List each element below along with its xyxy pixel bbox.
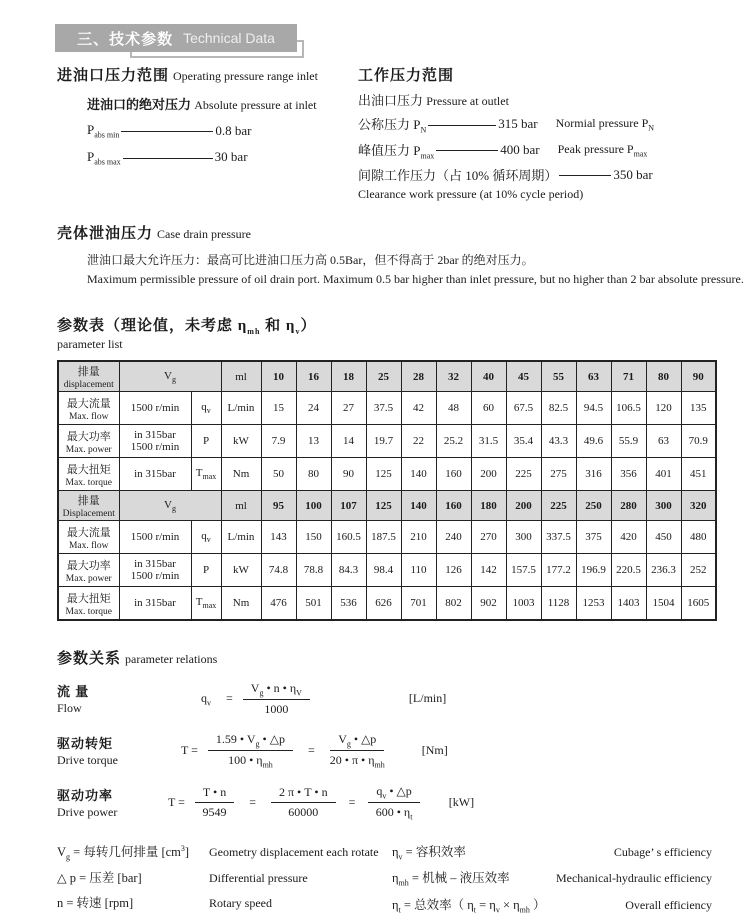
value-cell: 701 [401,587,436,620]
parameter-table [57,360,717,621]
size-header-cell: 63 [576,361,611,392]
value-cell: 135 [681,392,716,425]
value-cell: 78.8 [296,554,331,587]
power-formula-row [57,782,750,824]
flow-formula [198,681,446,717]
power-label-en: Drive power [57,805,118,820]
leader-line [123,158,213,159]
torque-denominator-2: 20 • π • $\eta_{mh}$ [329,753,385,770]
value-cell: 120 [646,392,681,425]
value-cell: 37.5 [366,392,401,425]
size-header-cell: 300 [646,491,681,521]
abs-min-value: 0.8 bar [215,122,252,138]
outlet-subtitle-en: Pressure at outlet [426,94,509,108]
value-cell: 24 [296,392,331,425]
value-cell: 43.3 [541,425,576,458]
case-drain-title [57,222,750,243]
condition-cell: 1500 r/min [119,392,191,425]
value-cell: 210 [401,521,436,554]
legend-vg-en: Geometry displacement each rotate [209,844,379,859]
power-label-cn: 驱动功率 [57,788,114,804]
value-cell: 143 [261,521,296,554]
value-cell: 14 [331,425,366,458]
nominal-pressure-en: Normial pressure $P_N$ [555,116,655,133]
power-numerator-3: $q_v$ • △p [368,784,419,803]
torque-unit: [Nm] [421,743,448,758]
table-row [58,587,716,620]
value-cell: 196.9 [576,554,611,587]
value-cell: 82.5 [541,392,576,425]
legend-dp-symbol: △ p = 压差 [bar] [57,871,142,886]
value-cell: 49.6 [576,425,611,458]
symbol-cell: P [191,554,221,587]
value-cell: 13 [296,425,331,458]
legend-etamh-symbol: $\eta_{mh}$ = 机械 – 液压效率 [392,871,510,888]
size-header-cell: 160 [436,491,471,521]
value-cell: 375 [576,521,611,554]
size-header-cell: 16 [296,361,331,392]
value-cell: 74.8 [261,554,296,587]
value-cell: 450 [646,521,681,554]
size-header-cell: 80 [646,361,681,392]
leader-line [428,125,496,126]
size-header-cell: 225 [541,491,576,521]
parameter-relations-section [57,647,750,824]
value-cell: 84.3 [331,554,366,587]
value-cell: 94.5 [576,392,611,425]
value-cell: 140 [401,458,436,491]
flow-lhs: $q_v$ [201,690,211,708]
parameter-table-body [58,361,716,620]
symbol-cell: $T_{max}$ [191,458,221,491]
unit-header-cell: ml [221,491,261,521]
section-title-bar [55,24,297,52]
value-cell: 451 [681,458,716,491]
torque-formula [178,732,448,770]
flow-unit: [L/min] [408,691,447,706]
vg-header-cell: $V_g$ [119,491,221,521]
size-header-cell: 32 [436,361,471,392]
value-cell: 27 [331,392,366,425]
value-cell: 802 [436,587,471,620]
table-header-row [58,491,716,521]
legend-etav-en: Cubage’ s efficiency [613,844,712,859]
value-cell: 240 [436,521,471,554]
section-title-en: Technical Data [183,30,275,46]
power-numerator-2: 2 π • T • n [271,785,336,803]
legend-n-en: Rotary speed [209,896,272,911]
value-cell: 1403 [611,587,646,620]
flow-fraction [243,681,310,717]
condition-cell: in 315bar 1500 r/min [119,425,191,458]
torque-formula-row [57,730,750,772]
value-cell: 220.5 [611,554,646,587]
torque-denominator-1: 100 • $\eta_{mh}$ [228,753,273,770]
value-cell: 48 [436,392,471,425]
vg-header-cell: $V_g$ [119,361,221,392]
value-cell: 31.5 [471,425,506,458]
inlet-title-en: Operating pressure range inlet [173,69,318,83]
value-cell: 420 [611,521,646,554]
equals-sign: = [307,743,315,758]
section-title-cn: 三、技术参数 [77,30,174,48]
legend-section [57,842,712,921]
legend-item [57,893,392,911]
peak-pressure-label: 峰值压力 $P_{max}$ [358,142,435,161]
power-denominator-1: 9549 [202,805,227,820]
table-subtitle: parameter list [57,337,123,352]
value-cell: 60 [471,392,506,425]
unit-cell: kW [221,425,261,458]
outlet-subtitle [358,90,750,109]
value-cell: 50 [261,458,296,491]
value-cell: 337.5 [541,521,576,554]
value-cell: 480 [681,521,716,554]
inlet-subtitle-en: Absolute pressure at inlet [194,98,317,112]
size-header-cell: 71 [611,361,646,392]
equals-sign: = [226,691,233,706]
relations-title [57,647,750,668]
inlet-title-cn: 进油口压力范围 [57,68,170,84]
size-header-cell: 250 [576,491,611,521]
torque-label-en: Drive torque [57,753,118,768]
condition-cell: 1500 r/min [119,521,191,554]
power-unit: [kW] [448,795,475,810]
value-cell: 401 [646,458,681,491]
size-header-cell: 18 [331,361,366,392]
nominal-pressure-line [358,114,750,135]
legend-etat-symbol: $\eta_t$ = 总效率（ $\eta_t = \eta_v \times \eta_{mh}$ ） [392,897,546,915]
value-cell: 22 [401,425,436,458]
value-cell: 275 [541,458,576,491]
size-header-cell: 28 [401,361,436,392]
legend-etamh-en: Mechanical-hydraulic efficiency [555,871,712,886]
abs-max-symbol: $P_{abs max}$ [87,148,121,167]
torque-label-cn: 驱动转矩 [57,736,114,752]
row-label-cell: 最大流量 Max. flow [58,521,119,554]
power-lhs: T = [168,795,185,810]
outlet-subtitle-cn: 出油口压力 [358,93,424,108]
value-cell: 15 [261,392,296,425]
value-cell: 90 [331,458,366,491]
working-title [358,64,750,85]
case-drain-line-en: Maximum permissible pressure of oil drain port. Maximum 0.5 bar higher than inlet pressure, but no higher than 2 bar absolute pressure. [87,271,744,286]
value-cell: 98.4 [366,554,401,587]
value-cell: 270 [471,521,506,554]
symbol-cell: $q_v$ [191,392,221,425]
torque-numerator-1: 1.59 • $V_g$ • △p [208,732,293,751]
legend-vg-symbol: $V_g$ = 每转几何排量 $[cm^3]$ [57,843,190,862]
case-drain-body [87,251,750,288]
flow-numerator: $V_g$ • n • $\eta_V$ [243,681,310,700]
pressure-sections [57,64,750,202]
power-fraction-3 [368,784,419,822]
torque-fraction-1 [208,732,293,770]
table-row [58,425,716,458]
size-header-cell: 107 [331,491,366,521]
torque-numerator-2: $V_g$ • △p [330,732,384,751]
equals-sign: = [348,795,356,810]
unit-header-cell: ml [221,361,261,392]
peak-pressure-en: Peak pressure $P_{max}$ [557,141,648,159]
working-pressure-section [358,64,750,202]
abs-max-value: 30 bar [214,149,248,165]
value-cell: 356 [611,458,646,491]
torque-fraction-2 [330,732,385,770]
power-label [57,785,153,820]
peak-pressure-value: 400 bar [500,141,540,157]
table-row [58,554,716,587]
value-cell: 236.3 [646,554,681,587]
value-cell: 35.4 [506,425,541,458]
unit-cell: L/min [221,392,261,425]
abs-max-pressure-line [87,149,358,167]
legend-item [57,868,392,886]
nominal-pressure-value: 315 bar [498,116,538,132]
clearance-pressure-value: 350 bar [613,166,653,182]
size-header-cell: 55 [541,361,576,392]
table-title: 参数表（理论值，未考虑 $\eta_{mh}$ 和 $\eta_v$） [57,318,317,337]
value-cell: 536 [331,587,366,620]
legend-etat-en: Overall efficiency [625,897,712,912]
size-header-cell: 95 [261,491,296,521]
row-label-cell: 最大扭矩 Max. torque [58,587,119,620]
value-cell: 1128 [541,587,576,620]
unit-cell: kW [221,554,261,587]
clearance-pressure-label: 间隙工作压力（占 10% 循环周期） [358,168,558,184]
power-formula [165,784,474,822]
value-cell: 225 [506,458,541,491]
value-cell: 70.9 [681,425,716,458]
row-label-cell: 最大功率 Max. power [58,425,119,458]
value-cell: 110 [401,554,436,587]
value-cell: 1504 [646,587,681,620]
value-cell: 160 [436,458,471,491]
value-cell: 1605 [681,587,716,620]
size-header-cell: 320 [681,491,716,521]
size-header-cell: 45 [506,361,541,392]
size-header-cell: 90 [681,361,716,392]
flow-formula-row [57,678,750,720]
legend-right-column [392,842,712,921]
parameter-table-section [57,314,750,621]
unit-cell: Nm [221,458,261,491]
case-drain-section [57,222,750,288]
size-header-cell: 100 [296,491,331,521]
row-label-cell: 最大扭矩 Max. torque [58,458,119,491]
torque-label [57,733,153,768]
table-header-row [58,361,716,392]
value-cell: 150 [296,521,331,554]
equals-sign: = [249,795,256,810]
leader-line [559,175,611,176]
table-row [58,521,716,554]
value-cell: 19.7 [366,425,401,458]
leader-line [436,150,498,151]
value-cell: 252 [681,554,716,587]
abs-min-pressure-line [87,122,358,140]
value-cell: 1003 [506,587,541,620]
power-denominator-3: 600 • $\eta_t$ [375,805,413,822]
value-cell: 300 [506,521,541,554]
flow-denominator: 1000 [264,702,289,717]
case-drain-title-en: Case drain pressure [157,227,251,242]
value-cell: 125 [366,458,401,491]
leader-line [121,131,213,132]
value-cell: 902 [471,587,506,620]
symbol-cell: $q_v$ [191,521,221,554]
table-row [58,458,716,491]
symbol-cell: P [191,425,221,458]
value-cell: 42 [401,392,436,425]
clearance-pressure-line [358,165,750,184]
legend-item [392,895,712,915]
size-header-cell: 280 [611,491,646,521]
case-drain-line-cn: 泄油口最大允许压力：最高可比进油口压力高 0.5Bar，但不得高于 2bar 的绝对压力。 [87,253,534,268]
value-cell: 200 [471,458,506,491]
size-header-cell: 180 [471,491,506,521]
power-fraction-1 [195,785,234,820]
power-denominator-2: 60000 [288,805,319,820]
value-cell: 80 [296,458,331,491]
value-cell: 157.5 [506,554,541,587]
legend-etav-symbol: $\eta_v$ = 容积效率 [392,844,466,862]
value-cell: 1253 [576,587,611,620]
condition-cell: in 315bar 1500 r/min [119,554,191,587]
flow-label-en: Flow [57,701,82,716]
inlet-subtitle-cn: 进油口的绝对压力 [87,97,192,112]
flow-label-cn: 流 量 [57,684,90,700]
value-cell: 476 [261,587,296,620]
torque-lhs: T = [181,743,198,758]
legend-dp-en: Differential pressure [209,871,308,886]
inlet-pressure-section [57,64,358,202]
value-cell: 316 [576,458,611,491]
relations-title-cn: 参数关系 [57,650,122,667]
size-header-cell: 140 [401,491,436,521]
size-header-cell: 10 [261,361,296,392]
title-section [0,0,750,62]
value-cell: 142 [471,554,506,587]
row-label-cell: 最大功率 Max. power [58,554,119,587]
value-cell: 106.5 [611,392,646,425]
value-cell: 63 [646,425,681,458]
legend-item [392,842,712,862]
value-cell: 25.2 [436,425,471,458]
case-drain-title-cn: 壳体泄油压力 [57,226,154,243]
displacement-header-cell: 排量 Displacement [58,491,119,521]
legend-left-column [57,842,392,921]
legend-n-symbol: n = 转速 [rpm] [57,896,134,911]
value-cell: 7.9 [261,425,296,458]
size-header-cell: 40 [471,361,506,392]
unit-cell: Nm [221,587,261,620]
value-cell: 126 [436,554,471,587]
row-label-cell: 最大流量 Max. flow [58,392,119,425]
value-cell: 67.5 [506,392,541,425]
power-fraction-2 [271,785,336,820]
value-cell: 177.2 [541,554,576,587]
value-cell: 55.9 [611,425,646,458]
power-numerator-1: T • n [195,785,234,803]
symbol-cell: $T_{max}$ [191,587,221,620]
displacement-header-cell: 排量 displacement [58,361,119,392]
relations-title-en: parameter relations [125,651,218,666]
table-row [58,392,716,425]
nominal-pressure-label: 公称压力 $P_N$ [358,117,427,135]
value-cell: 160.5 [331,521,366,554]
legend-item [57,842,392,862]
clearance-pressure-note-en: Clearance work pressure (at 10% cycle period) [358,187,584,202]
inlet-title [57,64,358,85]
peak-pressure-line [358,140,750,161]
inlet-subtitle [87,94,358,113]
unit-cell: L/min [221,521,261,554]
value-cell: 501 [296,587,331,620]
flow-label [57,681,153,716]
size-header-cell: 125 [366,491,401,521]
abs-min-symbol: $P_{abs min}$ [87,122,120,140]
condition-cell: in 315bar [119,458,191,491]
legend-item [392,868,712,888]
value-cell: 626 [366,587,401,620]
size-header-cell: 200 [506,491,541,521]
size-header-cell: 25 [366,361,401,392]
condition-cell: in 315bar [119,587,191,620]
value-cell: 187.5 [366,521,401,554]
working-title-cn: 工作压力范围 [358,68,455,84]
